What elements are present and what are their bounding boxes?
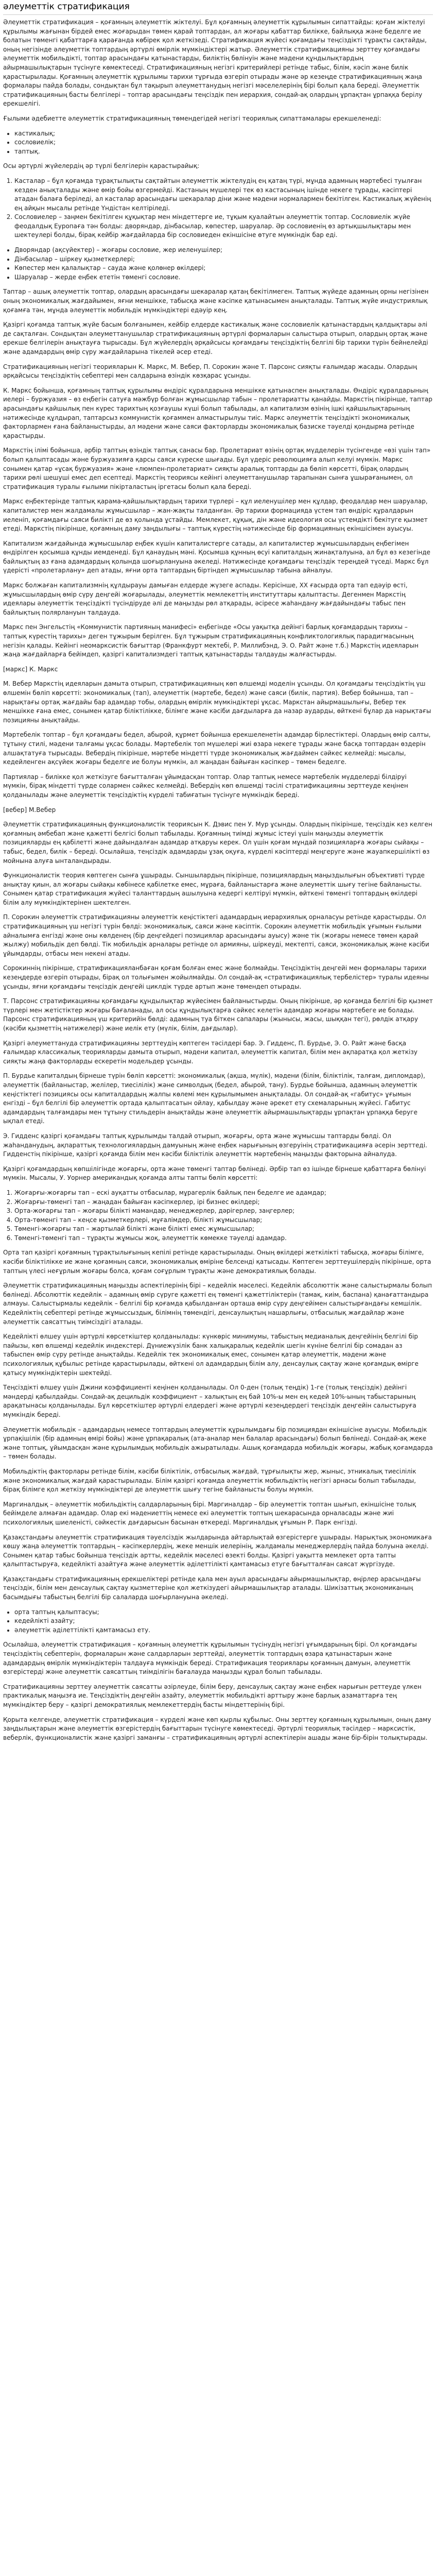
list-item: • орта таптың қалыптасуы; <box>14 1608 433 1617</box>
paragraph: Қазіргі әлеуметтануда стратификацияны зерттеудің көптеген тәсілдері бар. Э. Гидденс, П. Бурдье, Э. О. Райт және басқа ғалымдар классикалық теорияларды дамыта отырып, мәдени капитал, әлеуметтік капитал, білім мен ақпаратқа қол жеткізу сияқты жаңа факторларды ескеретін модельдер ұсынды. <box>3 1039 417 1065</box>
numbered-list <box>3 1189 433 1243</box>
paragraph: Әлеуметтік стратификация – қоғамның әлеуметтік жіктелуі. Бұл қоғамның әлеуметтік құрылымын сипаттайды: қоғам жіктелуі құрылымы жағынан бірдей емес жоғарыдан төмен қарай топтардан, ал жоғары қабаттар билікке, байлыққа және беделге ие болатын төменгі қабаттарға қарағанда көбірек қол жеткізеді. Стратификация жүйесі қоғамдағы теңсіздікті тұрақты сақтайды, оның негізінде әлеуметтік топтардың әртүрлі өмірлік мүмкіндіктері жатыр. Әлеуметтік стратификацияны зерттеу қоғамдағы әлеуметтік мобильдікті, топтар арасындағы қатынастарды, биліктің бөлінуін және мәдени құндылықтардың айырмашылықтарын түсінуге көмектеседі. Стратификацияның негізгі критерийлері ретінде табыс, білім, кәсіп және билік қарастырылады. Қоғамның әлеуметтік құрылымы тарихи тұрғыда өзгеріп отырады және әр кезеңде стратификацияның жаңа формалары пайда болады, сондықтан бұл тақырып әлеуметтанудың негізгі мәселелерінің бірі болып қала береді. Әлеуметтік стратификацияның басты белгілері – топтар арасындағы теңсіздік пен иерархия, сондай-ақ олардың ұрпақтан ұрпаққа берілу ерекшелігі. <box>3 19 427 108</box>
list-item: • Шаруалар – жерде еңбек ететін төменгі сословие. <box>14 273 433 282</box>
paragraph: Партиялар – билікке қол жеткізуге бағытталған ұйымдасқан топтар. Олар таптық немесе мәртебелік мүдделерді білдіруі мүмкін, бірақ міндетті түрде солармен сәйкес келмейді. Вебердің көп өлшемді тәсілі стратификацияны зерттеуде кеңінен қолданылады және әлеуметтік теңсіздіктің күрделі табиғатын түсінуге мүмкіндік береді. <box>3 773 408 799</box>
bullet-list <box>3 129 433 157</box>
paragraph: Мобильдіктің факторлары ретінде білім, кәсіби біліктілік, отбасылық жағдай, тұрғылықты жер, жыныс, этникалық тиесілілік және экономикалық жағдай қарастырылады. Білім қазіргі қоғамда әлеуметтік мобильдіктің негізгі арнасы болып табылады, бірақ білімге қол жеткізу мүмкіндіктері де әлеуметтік шығу тегіне байланысты болуы мүмкін. <box>3 1467 416 1494</box>
list-item: 1. Касталар – бұл қоғамда тұрақтылықты сақтайтын әлеуметтік жіктелудің ең қатаң түрі, мұнда адамның мәртебесі туылған кезден анықталады және өмір бойы өзгермейді. Кастаның мүшелері тек өз кастасының ішінде некеге тұрады, кәсіптері атадан балаға беріледі, ал касталар арасындағы шекаралар діни және мәдени нормалармен бекітілген. Кастикалық жүйенің ең айқын мысалы ретінде Үндістан келтіріледі. <box>14 177 433 213</box>
bullet-list <box>3 1608 433 1635</box>
paragraph: Маркс пен Энгельстің «Коммунистік партияның манифесі» еңбегінде «Осы уақытқа дейінгі барлық қоғамдардың тарихы – таптық күрестің тарихы» деген тұжырым берілген. Бұл тұжырым стратификацияның конфликтологиялық парадигмасының негізін қалады. Кейінгі неомарксистік бағыттар (Франкфурт мектебі, Р. Миллибэнд, Э. О. Райт және т.б.) Маркстің идеяларын жаңа жағдайларға бейімдеп, қазіргі капитализмдегі таптық қатынастарды талдауды жалғастырды. <box>3 623 419 658</box>
paragraph: Осы әртүрлі жүйелердің әр түрлі белгілерін қарастырайық: <box>3 162 200 170</box>
list-item: • кедейлікті азайту; <box>14 1617 433 1626</box>
list-item: 5. Төменгі-жоғарғы тап – жартылай білікті және білікті емес жұмысшылар; <box>14 1225 433 1234</box>
paragraph: М. Вебер Маркстің идеяларын дамыта отырып, стратификацияның көп өлшемді моделін ұсынды. Ол қоғамдағы теңсіздіктің үш өлшемін бөліп көрсетті: экономикалық (тап), әлеуметтік (мәртебе, бедел) және саяси (билік, партия). Вебер бойынша, тап – нарықтағы ортақ жағдайы бар адамдар тобы, олардың өмірлік мүмкіндіктері ұқсас. Маркстан айырмашылығы, Вебер тек меншікке ғана емес, сонымен қатар біліктілікке, білімге және кәсіби дағдыларға да назар аударды, өйткені бұлар да нарықтағы позицияны анықтайды. <box>3 680 431 724</box>
paragraph: Қазақстандағы стратификацияның ерекшеліктері ретінде қала мен ауыл арасындағы айырмашылықтар, өңірлер арасындағы теңсіздік, білім мен денсаулық сақтау қызметтеріне қол жеткізудегі айырмашылықтар аталады. Шикізаттық экономиканың басымдығы табыстың белгілі бір салаларда шоғырлануына әкеледі. <box>3 1575 421 1601</box>
paragraph: Орта тап қазіргі қоғамның тұрақтылығының кепілі ретінде қарастырылады. Оның өкілдері жеткілікті табысқа, жоғары білімге, кәсіби біліктілікке ие және қоғамның саяси, экономикалық өміріне белсенді қатысады. Көптеген зерттеушілердің пікірінше, орта таптың үлесі неғұрлым жоғары болса, қоғам соғұрлым тұрақты және демократиялық болады. <box>3 1249 431 1275</box>
list-item: • таптық. <box>14 147 433 157</box>
paragraph: Маркстің ілімі бойынша, әрбір таптың өзіндік таптық санасы бар. Пролетариат өзінің ортақ мүдделерін түсінгенде «өзі үшін тап» болып қалыптасады және буржуазияға қарсы саяси күреске шығады. Бұл үдеріс революцияға алып келуі мүмкін. Маркс сонымен қатар «ұсақ буржуазия» және «люмпен-пролетариат» сияқты аралық топтарды да бөліп көрсетті, бірақ олардың тарихи рөлі шешуші емес деп есептеді. Маркстің теориясы кейінгі әлеуметтанушылар тарапынан сынға ұшырағанымен, ол стратификация туралы ғылыми пікірталастың іргетасы болып қала береді. <box>3 447 431 490</box>
paragraph: [вебер] М.Вебер <box>3 806 56 814</box>
paragraph: Функционалистік теория көптеген сынға ұшырады. Сыншылардың пікірінше, позициялардың маңыздылығын объективті түрде анықтау қиын, ал жоғары сыйақы көбінесе қабілетке емес, мұраға, байланыстарға және әлеуметтік шығу тегіне байланысты. Сонымен қатар стратификация жүйесі таланттардың ашылуына кедергі келтіруі мүмкін, өйткені төменгі топтардың өкілдері білім алу мүмкіндіктерінен шектелген. <box>3 872 425 906</box>
paragraph: Осылайша, әлеуметтік стратификация – қоғамның әлеуметтік құрылымын түсінудің негізгі ұғымдарының бірі. Ол қоғамдағы теңсіздіктің себептерін, формаларын және салдарларын зерттейді, әлеуметтік топтардың өзара қатынастарын және адамдардың өмірлік мүмкіндіктерін талдауға мүмкіндік береді. Стратификация теориялары қоғамның дамуын, әлеуметтік өзгерістерді және әлеуметтік саясаттың тиімділігін бағалауда маңызды құрал болып табылады. <box>3 1641 417 1676</box>
list-item: • Дінбасылар – шіркеу қызметкерлері; <box>14 255 433 264</box>
list-item: 6. Төменгі-төменгі тап – тұрақты жұмысы жоқ, әлеуметтік көмекке тәуелді адамдар. <box>14 1234 433 1243</box>
paragraph: Қазіргі қоғамдардың көпшілігінде жоғарғы, орта және төменгі таптар бөлінеді. Әрбір тап өз ішінде бірнеше қабаттарға бөлінуі мүмкін. Мысалы, У. Уорнер американдық қоғамда алты тапты бөліп көрсетті: <box>3 1165 426 1182</box>
paragraph: Әлеуметтік стратификацияның функционалистік теориясын К. Дэвис пен У. Мур ұсынды. Олардың пікірінше, теңсіздік кез келген қоғамның әмбебап және қажетті белгісі болып табылады. Қоғамның тиімді жұмыс істеуі үшін маңызды әлеуметтік позицияларды ең қабілетті және дайындалған адамдар атқаруы керек. Ол үшін қоғам мұндай позицияларға жоғары сыйақы – табыс, бедел, билік – береді. Осылайша, теңсіздік адамдарды ұзақ оқуға, күрделі кәсіптерді меңгеруге және жауапкершілікті өз мойнына алуға ынталандырады. <box>3 821 432 865</box>
list-item: 3. Орта-жоғарғы тап – жоғары білікті мамандар, менеджерлер, дәрігерлер, заңгерлер; <box>14 1207 433 1216</box>
paragraph: Теңсіздікті өлшеу үшін Джини коэффициенті кеңінен қолданылады. Ол 0-ден (толық теңдік) 1-ге (толық теңсіздік) дейінгі мәндерді қабылдайды. Сондай-ақ децильдік коэффициент – халықтың ең бай 10%-ы мен ең кедей 10%-ының табыстарының арақатынасы қолданылады. Бұл көрсеткіштер әртүрлі елдердегі және әртүрлі кезеңдердегі теңсіздік деңгейін салыстыруға мүмкіндік береді. <box>3 1384 416 1418</box>
list-item: • Көпестер мен қалалықтар – сауда және қолөнер өкілдері; <box>14 264 433 273</box>
paragraph: К. Маркс бойынша, қоғамның таптық құрылымы өндіріс құралдарына меншікке қатынаспен анықталады. Өндіріс құралдарының иелері – буржуазия – өз еңбегін сатуға мәжбүр болған жұмысшылар табын – пролетариатты қанайды. Маркстің пікірінше, таптар арасындағы қайшылық пен күрес тарихтың қозғаушы күші болып табылады, ал капитализм өзінің ішкі қайшылықтарының нәтижесінде құлдырап, таптарсыз коммунистік қоғаммен алмастырылуы тиіс. Маркс әлеуметтік теңсіздікті экономикалық факторлармен ғана байланыстырды, ал мәдени және саяси факторларды экономикалық базиске тәуелді қондырма ретінде қарастырды. <box>3 386 432 439</box>
paragraph: Маргиналдық – әлеуметтік мобильдіктің салдарларының бірі. Маргиналдар – бір әлеуметтік топтан шығып, екіншісіне толық бейімделе алмаған адамдар. Олар екі мәдениеттің немесе екі әлеуметтік топтың шекарасында орналасады және жиі психологиялық шиеленісті, сәйкестік дағдарысын басынан өткереді. Маргиналдық ұғымын Р. Парк енгізді. <box>3 1500 416 1526</box>
paragraph: Стратификацияның негізгі теорияларын К. Маркс, М. Вебер, П. Сорокин және Т. Парсонс сияқты ғалымдар жасады. Олардың әрқайсысы теңсіздіктің себептері мен салдарына өзіндік көзқарас ұсынды. <box>3 363 417 380</box>
paragraph: Э. Гидденс қазіргі қоғамдағы таптық құрылымды талдай отырып, жоғарғы, орта және жұмысшы таптарды бөлді. Ол жаһанданудың, ақпараттық технологиялардың дамуының және еңбек нарығының өзгеруінің стратификацияға әсерін зерттеді. Гидденстің пікірінше, қазіргі қоғамда білім мен кәсіби біліктілік әлеуметтік мәртебенің маңызды факторына айналуда. <box>3 1132 427 1158</box>
paragraph: П. Бурдье капиталдың бірнеше түрін бөліп көрсетті: экономикалық (ақша, мүлік), мәдени (білім, біліктілік, талғам, дипломдар), әлеуметтік (байланыстар, желілер, тиесілілік) және символдық (бедел, абырой, тану). Бурдье бойынша, адамның әлеуметтік кеңістіктегі позициясы осы капиталдардың жалпы көлемі мен құрылымымен анықталады. Ол сондай-ақ «габитус» ұғымын енгізді – бұл белгілі бір әлеуметтік ортада қалыптасатын ойлау, қабылдау және әрекет ету схемаларының жүйесі. Габитус адамдардың талғамдары мен тұтыну стильдерін анықтайды және әлеуметтік айырмашылықтарды ұрпақтан ұрпаққа беруге ықпал етеді. <box>3 1072 425 1125</box>
list-item: 2. Жоғарғы-төменгі тап – жаңадан байыған кәсіпкерлер, ірі бизнес өкілдері; <box>14 1198 433 1207</box>
paragraph: Ғылыми әдебиетте әлеуметтік стратификацияның төмендегідей негізгі теориялық сипаттамалары ерекшеленеді: <box>3 114 381 122</box>
paragraph: Таптар – ашық әлеуметтік топтар, олардың арасындағы шекаралар қатаң бекітілмеген. Таптық жүйеде адамның орны негізінен оның экономикалық жағдайымен, яғни меншікке, табысқа және кәсіпке қатынасымен анықталады. Таптық жүйе индустриялық қоғамға тән, мұнда әлеуметтік мобильдік мүмкіндіктері едәуір кең. <box>3 288 429 314</box>
paragraph: Сорокиннің пікірінше, стратификацияланбаған қоғам болған емес және болмайды. Теңсіздіктің деңгейі мен формалары тарихи кезеңдерде өзгеріп отырады, бірақ ол толығымен жойылмайды. Ол сондай-ақ «стратификациялық тербелістер» туралы идеяны ұсынды, яғни қоғамдағы теңсіздік деңгейі циклдік түрде артып және төмендеп отырады. <box>3 964 429 990</box>
paragraph: Әлеуметтік мобильдік – адамдардың немесе топтардың әлеуметтік құрылымдағы бір позициядан екіншісіне ауысуы. Мобильдік ұрпақішілік (бір адамның өмірі бойы) және ұрпақаралық (ата-аналар мен балалар арасындағы) болып бөлінеді. Сондай-ақ жеке және топтық, ұйымдасқан және құрылымдық мобильдік ажыратылады. Ашық қоғамдарда мобильдік жоғары, жабық қоғамдарда – төмен болады. <box>3 1426 433 1461</box>
paragraph: Әлеуметтік стратификацияның маңызды аспектілерінің бірі – кедейлік мәселесі. Кедейлік абсолюттік және салыстырмалы болып бөлінеді. Абсолюттік кедейлік – адамның өмір сүруге қажетті ең төменгі қажеттіліктерін (тамақ, киім, баспана) қанағаттандыра алмауы. Салыстырмалы кедейлік – белгілі бір қоғамда қабылданған орташа өмір сүру деңгейімен салыстырғандағы кемшілік. Кедейліктің себептері ретінде жұмыссыздық, білімнің төмендігі, денсаулықтың нашарлығы, отбасылық жағдайлар және әлеуметтік саясаттың тиімсіздігі аталады. <box>3 1282 432 1326</box>
paragraph: Маркс болжаған капитализмнің құлдырауы дамыған елдерде жүзеге аспады. Керісінше, XX ғасырда орта тап едәуір өсті, жұмысшылардың өмір сүру деңгейі жоғарылады, әлеуметтік мемлекеттің институттары қалыптасты. Дегенмен Маркстің идеялары әлеуметтік теңсіздікті түсіндіруде әлі де маңызды рөл атқарады, әсіресе жаһандану жағдайындағы табыс пен байлықтың полярлануын талдауда. <box>3 582 408 616</box>
paragraph: Қазіргі қоғамда таптық жүйе басым болғанымен, кейбір елдерде кастикалық және сословиелік қатынастардың қалдықтары әлі де сақталған. Сондықтан әлеуметтанушылар стратификацияның әртүрлі формаларын салыстыра отырып, олардың ортақ және ерекше белгілерін анықтауға тырысады. Бұл жүйелердің әрқайсысы қоғамдағы теңсіздіктің белгілі бір тарихи түрін бейнелейді және адамдардың өмір сүру жағдайларына тікелей әсер етеді. <box>3 321 428 355</box>
bullet-list <box>3 246 433 282</box>
paragraph: Маркс еңбектерінде таптық қарама-қайшылықтардың тарихи түрлері – құл иеленушілер мен құлдар, феодалдар мен шаруалар, капиталистер мен жалдамалы жұмысшылар – жан-жақты талданған. Әр тарихи формацияда үстем тап өндіріс құралдарын иеленіп, қоғамдағы саяси билікті де өз қолында ұстайды. Мемлекет, құқық, дін және идеология осы үстемдікті бекітуге қызмет етеді. Маркстің пікірінше, қоғамның даму заңдылығы – таптық күрестің нәтижесінде бір формацияның екіншісімен ауысуы. <box>3 498 428 533</box>
list-item: • кастикалық; <box>14 129 433 139</box>
paragraph: Т. Парсонс стратификацияны қоғамдағы құндылықтар жүйесімен байланыстырды. Оның пікірінше, әр қоғамда белгілі бір қызмет түрлері мен жетістіктер жоғары бағаланады, ал осы құндылықтарға сәйкес келетін адамдар жоғары мәртебеге ие болады. Парсонс стратификацияның үш критерийін бөлді: адамның туа біткен сапалары (жынысы, жасы, шыққан тегі), рөлдік атқару (кәсіби қызметтің нәтижелері) және иелік ету (мүлік, білім, дағдылар). <box>3 997 433 1032</box>
article-body <box>3 18 433 1742</box>
list-item: 4. Орта-төменгі тап – кеңсе қызметкерлері, мұғалімдер, білікті жұмысшылар; <box>14 1216 433 1225</box>
list-item: • сословиелік; <box>14 138 433 147</box>
paragraph: Капитализм жағдайында жұмысшылар еңбек күшін капиталистерге сатады, ал капиталистер жұмысшылардың еңбегімен өндірілген қосымша құнды иемденеді. Бұл қанаудың мәні. Қосымша құнның өсуі капиталдың жинақталуына, ал бұл өз кезегінде байлықтың аз ғана адамдардың қолында шоғырлануына әкеледі. Нәтижесінде қоғамдағы теңсіздік тереңдей түседі. Маркс бұл үдерісті «пролетарлану» деп атады, яғни орта таптардың біртіндеп жұмысшылар табына айналуы. <box>3 539 431 574</box>
paragraph: Стратификацияны зерттеу әлеуметтік саясатты әзірлеуде, білім беру, денсаулық сақтау және еңбек нарығын реттеуде үлкен практикалық маңызға ие. Теңсіздіктің деңгейін азайту, әлеуметтік мобильдікті арттыру және барлық азаматтарға тең мүмкіндіктер беру – қазіргі демократиялық мемлекеттердің басты міндеттерінің бірі. <box>3 1683 422 1708</box>
paragraph: [маркс] К. Маркс <box>3 665 58 673</box>
paragraph: Қорыта келгенде, әлеуметтік стратификация – күрделі және көп қырлы құбылыс. Оны зерттеу қоғамның құрылымын, оның даму заңдылықтарын және әлеуметтік өзгерістердің бағыттарын түсінуге көмектеседі. Әртүрлі теориялық тәсілдер – марксистік, веберлік, функционалистік және қазіргі заманғы – стратификацияның әртүрлі аспектілерін ашады және бір-бірін толықтырады. <box>3 1716 431 1741</box>
list-item: 2. Сословиелер – заңмен бекітілген құқықтар мен міндеттерге ие, тұқым қуалайтын әлеуметтік топтар. Сословиелік жүйе феодалдық Еуропаға тән болды: дворяндар, дінбасылар, көпестер, шаруалар. Әр сословиенің өз артықшылықтары мен шектеулері болды, бірақ кейбір жағдайларда бір сословиеден екіншісіне өтуге мүмкіндік бар еді. <box>14 213 433 240</box>
paragraph: Мәртебелік топтар – бұл қоғамдағы бедел, абырой, құрмет бойынша ерекшеленетін адамдар бірлестіктері. Олардың өмір салты, тұтыну стилі, мәдени талғамы ұқсас болады. Мәртебелік топ мүшелері жиі өзара некеге тұрады және басқа топтардан өздерін алшақтатуға тырысады. Вебердің пікірінше, мәртебе міндетті түрде экономикалық жағдаймен сәйкес келмейді: мысалы, кедейленген ақсүйек жоғары беделге ие болуы мүмкін, ал жаңадан байыған кәсіпкер – төмен беделге. <box>3 731 431 766</box>
paragraph: Қазақстандағы әлеуметтік стратификация тәуелсіздік жылдарында айтарлықтай өзгерістерге ұшырады. Нарықтық экономикаға көшу жаңа әлеуметтік топтардың – кәсіпкерлердің, жеке меншік иелерінің, жалдамалы менеджерлердің пайда болуына әкелді. Сонымен қатар табыс бойынша теңсіздік артты, кедейлік мәселесі өзекті болды. Қазіргі уақытта мемлекет орта тапты қалыптастыруға, кедейлікті азайтуға және әлеуметтік әділеттілікті қамтамасыз етуге бағытталған саясат жүргізуде. <box>3 1533 432 1568</box>
page-title: әлеуметтік стратификация <box>3 1 433 15</box>
paragraph: Кедейлікті өлшеу үшін әртүрлі көрсеткіштер қолданылады: күнкөріс минимумы, табыстың медианалық деңгейінің белгілі бір пайызы, көп өлшемді кедейлік индекстері. Дүниежүзілік банк халықаралық кедейлік шегін күніне белгілі бір сомадан аз табыспен өмір сүру ретінде анықтайды. Кедейлік тек экономикалық емес, сонымен қатар әлеуметтік, мәдени және психологиялық құбылыс ретінде қарастырылады, өйткені ол адамдардың білім алу, денсаулық сақтау және қоғамдық өмірге қатысу мүмкіндіктерін шектейді. <box>3 1333 419 1377</box>
list-item: • әлеуметтік әділеттілікті қамтамасыз ету. <box>14 1626 433 1635</box>
numbered-list <box>3 177 433 240</box>
paragraph: П. Сорокин әлеуметтік стратификацияны әлеуметтік кеңістіктегі адамдардың иерархиялық орналасуы ретінде қарастырды. Ол стратификацияның үш негізгі түрін бөлді: экономикалық, саяси және кәсіптік. Сорокин әлеуметтік мобильдік ұғымын ғылыми айналымға енгізді және оны көлденең (бір деңгейдегі позициялар арасындағы ауысу) және тік (жоғары немесе төмен қарай жылжу) мобильдік деп бөлді. Тік мобильдік арналары ретінде ол армияны, шіркеуді, мектепті, саяси, экономикалық және кәсіби ұйымдарды, отбасы мен некені атады. <box>3 913 429 957</box>
list-item: • Дворяндар (ақсүйектер) – жоғары сословие, жер иеленушілер; <box>14 246 433 255</box>
list-item: 1. Жоғарғы-жоғарғы тап – ескі ауқатты отбасылар, мұрагерлік байлық пен беделге ие адамдар; <box>14 1189 433 1198</box>
